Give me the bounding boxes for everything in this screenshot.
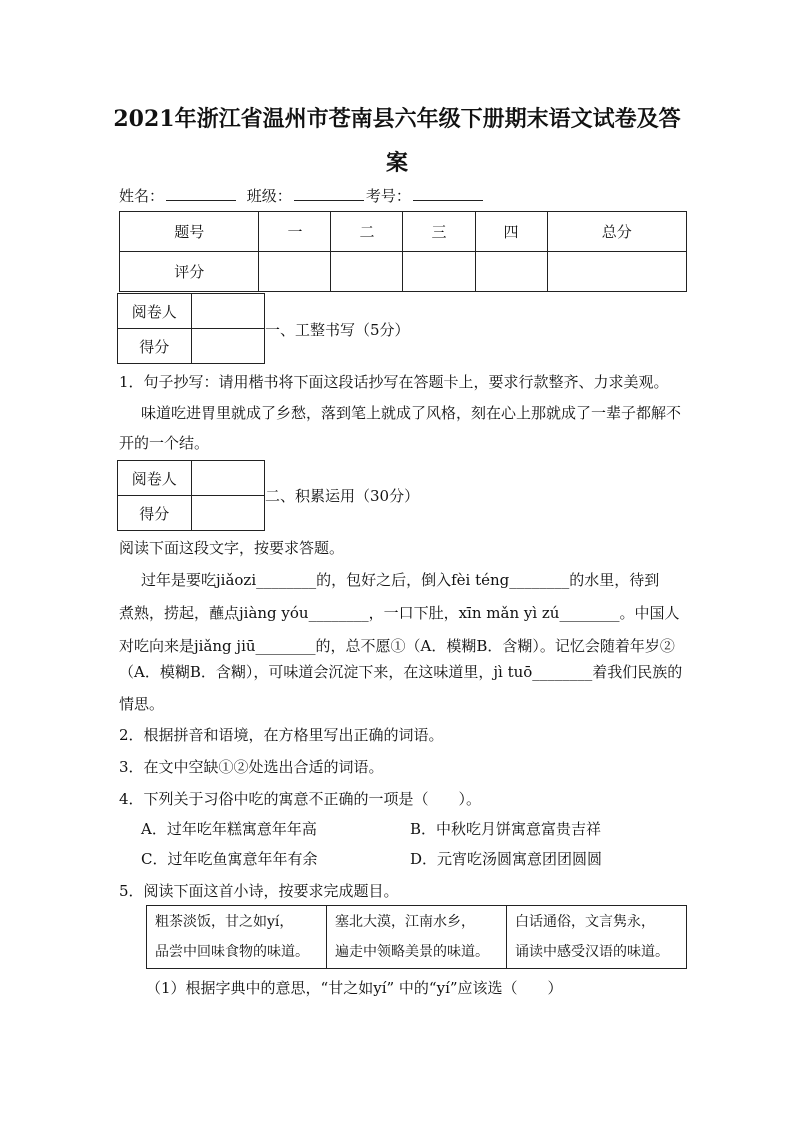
grader-reader-label: 阅卷人 (118, 294, 192, 329)
score-header-cell: 三 (403, 212, 475, 252)
question-1: 1．句子抄写：请用楷书将下面这段话抄写在答题卡上，要求行款整齐、力求美观。 (119, 373, 669, 391)
question-4: 4．下列关于习俗中吃的寓意不正确的一项是（ ）。 (119, 790, 482, 808)
score-table-row (120, 252, 687, 292)
score-cell[interactable] (259, 252, 331, 292)
score-header-cell: 一 (259, 212, 331, 252)
grader-score-label: 得分 (118, 329, 192, 364)
student-info (119, 186, 485, 206)
score-cell[interactable] (331, 252, 403, 292)
grader-reader-label: 阅卷人 (118, 461, 192, 496)
grader-reader-cell[interactable] (191, 294, 265, 329)
grader-score-cell[interactable] (191, 496, 265, 531)
option-c[interactable]: C．过年吃鱼寓意年年有余 (141, 850, 318, 868)
exam-no-blank[interactable] (413, 186, 483, 201)
question-5: 5．阅读下面这首小诗，按要求完成题目。 (119, 882, 399, 900)
poem-line: 品尝中回味食物的味道。 (155, 944, 309, 960)
grader-box-1 (117, 293, 265, 364)
passage-line: 味道吃进胃里就成了乡愁，落到笔上就成了风格，刻在心上那就成了一辈子都解不 (141, 404, 682, 422)
exam-no-label: 考号： (365, 187, 411, 205)
poem-cell (147, 906, 327, 969)
poem-line: 白话通俗，文言隽永， (515, 914, 655, 930)
poem-cell (507, 906, 687, 969)
question-2: 2．根据拼音和语境，在方格里写出正确的词语。 (119, 726, 444, 744)
paragraph-line: （A．模糊B．含糊），可味道会沉淀下来，在这味道里，jì tuō________着我们民族的 (119, 663, 683, 681)
paragraph-line: 情思。 (119, 695, 165, 713)
score-cell[interactable] (403, 252, 475, 292)
score-table (119, 211, 687, 292)
score-header-cell: 四 (475, 212, 547, 252)
score-row-label: 评分 (120, 252, 259, 292)
section-2-title: 二、积累运用（30分） (265, 487, 420, 505)
grader-box-2 (117, 460, 265, 531)
class-label: 班级： (246, 187, 292, 205)
question-5-1: （1）根据字典中的意思，“甘之如yí” 中的“yí”应该选（ ） (146, 979, 563, 997)
grader-score-label: 得分 (118, 496, 192, 531)
poem-line: 诵读中感受汉语的味道。 (515, 944, 669, 960)
poem-line: 粗茶淡饭，甘之如yí， (155, 914, 294, 930)
paragraph-line: 对吃向来是jiǎng jiū________的，总不愿①（A．模糊B．含糊）。记忆会随着年岁② (119, 637, 675, 655)
name-blank[interactable] (166, 186, 236, 201)
score-header-cell: 题号 (120, 212, 259, 252)
paragraph-line: 煮熟，捞起，蘸点jiàng yóu________，一口下肚，xīn mǎn yì zú________。中国人 (119, 604, 680, 622)
score-header-cell: 总分 (547, 212, 686, 252)
score-cell[interactable] (547, 252, 686, 292)
reading-intro: 阅读下面这段文字，按要求答题。 (119, 539, 345, 557)
poem-row (147, 906, 687, 969)
section-1-title: 一、工整书写（5分） (265, 321, 410, 339)
question-3: 3．在文中空缺①②处选出合适的词语。 (119, 758, 384, 776)
score-table-header-row (120, 212, 687, 252)
option-a[interactable]: A．过年吃年糕寓意年年高 (141, 820, 317, 838)
page-title: 2021年浙江省温州市苍南县六年级下册期末语文试卷及答 (113, 106, 681, 132)
poem-table (146, 905, 687, 969)
grader-reader-cell[interactable] (191, 461, 265, 496)
name-label: 姓名： (119, 187, 165, 205)
paragraph-line: 过年是要吃jiǎozi________的，包好之后，倒入fèi téng________的水里，待到 (141, 571, 660, 589)
grader-score-cell[interactable] (191, 329, 265, 364)
page-title-cont: 案 (385, 150, 408, 176)
score-cell[interactable] (475, 252, 547, 292)
option-d[interactable]: D．元宵吃汤圆寓意团团圆圆 (410, 850, 603, 868)
poem-line: 遍走中领略美景的味道。 (335, 944, 489, 960)
class-blank[interactable] (294, 186, 364, 201)
option-b[interactable]: B．中秋吃月饼寓意富贵吉祥 (410, 820, 602, 838)
poem-line: 塞北大漠，江南水乡， (335, 914, 475, 930)
passage-line: 开的一个结。 (119, 434, 210, 452)
score-header-cell: 二 (331, 212, 403, 252)
poem-cell (327, 906, 507, 969)
